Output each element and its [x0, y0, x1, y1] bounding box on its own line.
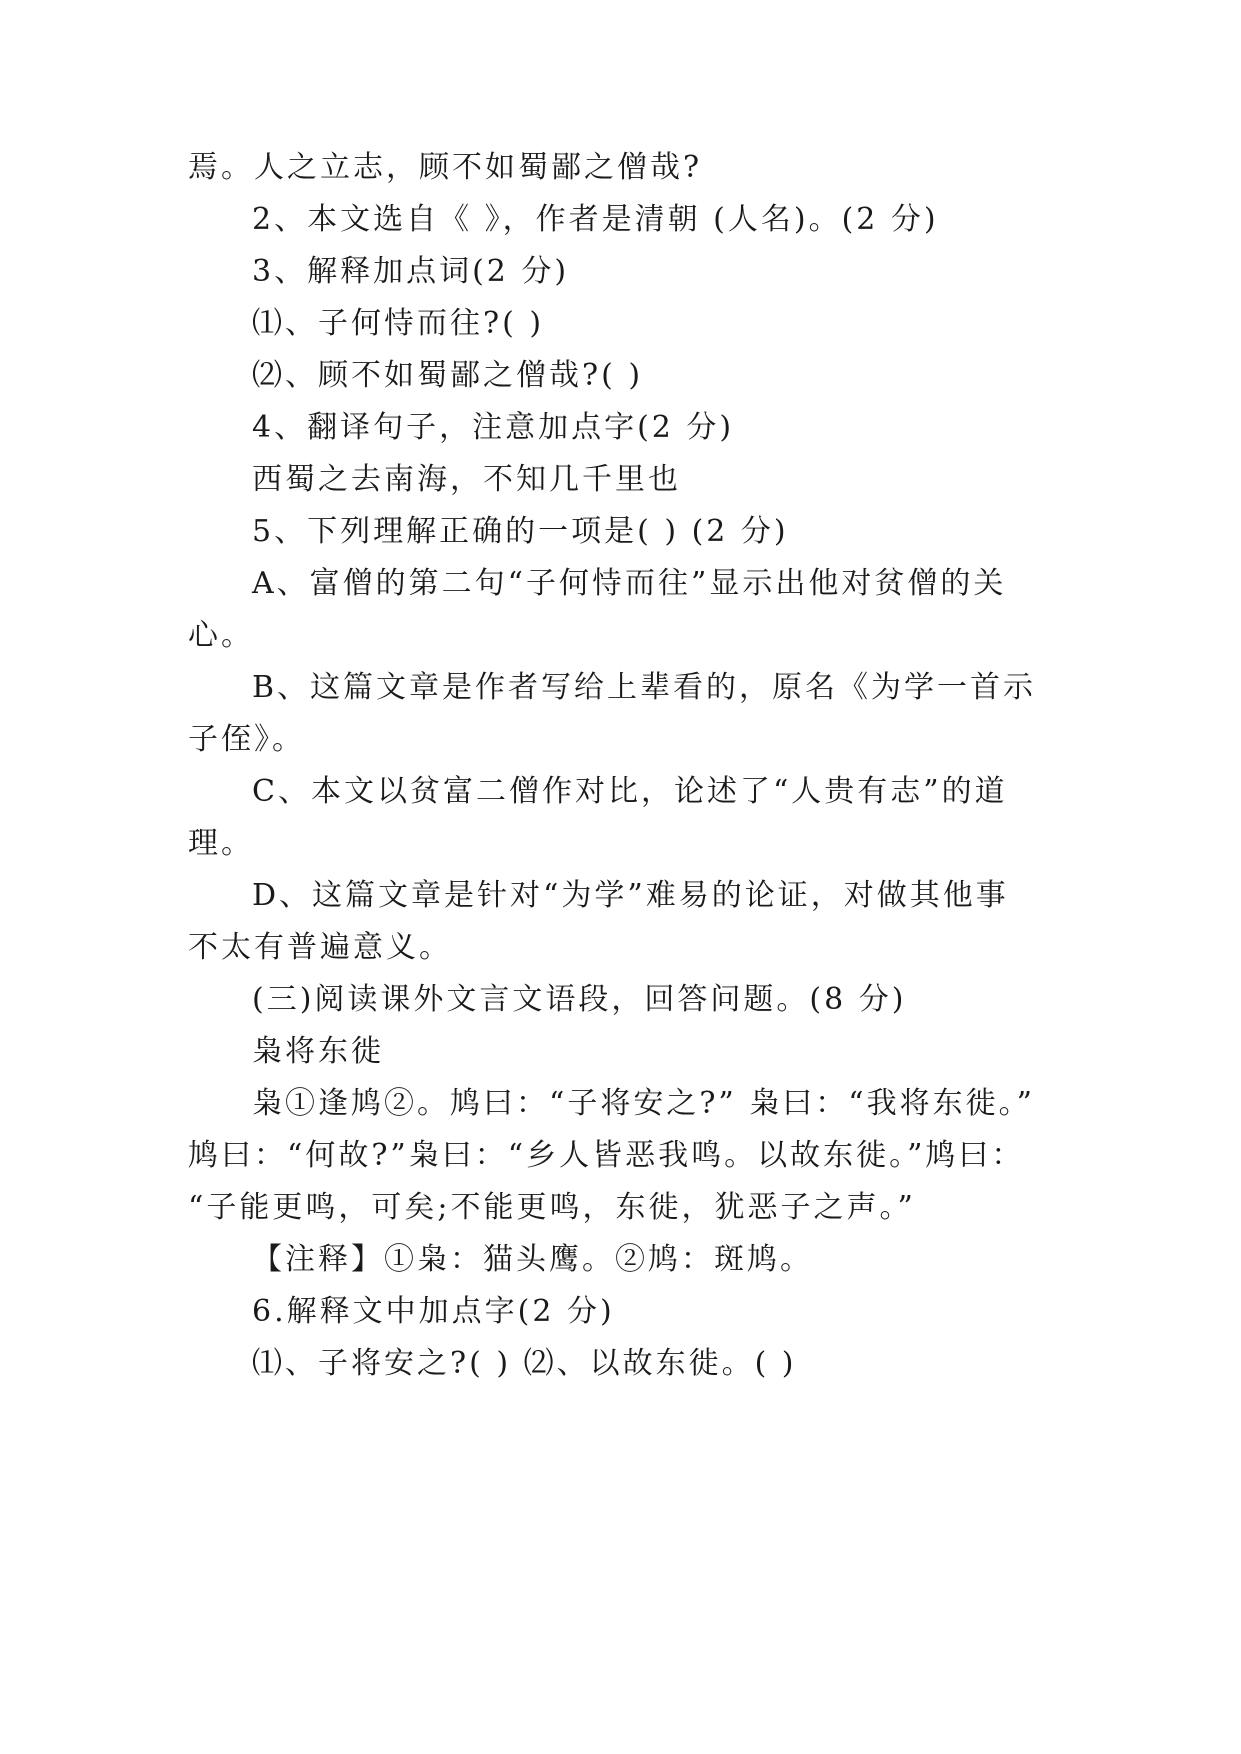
option-c: C、本文以贫富二僧作对比，论述了“人贵有志”的道: [252, 774, 1008, 809]
question-6-items: ⑴、子将安之?( ) ⑵、以故东徙。( ): [252, 1346, 797, 1381]
question-6: 6.解释文中加点字(2 分): [252, 1294, 615, 1329]
question-2: 2、本文选自《 》，作者是清朝 (人名)。(2 分): [252, 202, 939, 237]
question-4-sentence: 西蜀之去南海，不知几千里也: [252, 462, 681, 497]
passage-line: 枭①逢鸠②。鸠曰：“子将安之?” 枭曰：“我将东徙。”: [252, 1086, 1035, 1121]
passage-title: 枭将东徙: [252, 1034, 384, 1069]
option-b: B、这篇文章是作者写给上辈看的，原名《为学一首示: [252, 670, 1037, 705]
question-3-item-1: ⑴、子何恃而往?( ): [252, 306, 545, 341]
option-b-cont: 子侄》。: [188, 722, 305, 757]
text-line: 焉。人之立志，顾不如蜀鄙之僧哉?: [188, 150, 703, 185]
option-d-cont: 不太有普遍意义。: [188, 930, 452, 965]
annotation-note: 【注释】①枭：猫头鹰。②鸠：斑鸠。: [252, 1242, 813, 1277]
option-a: A、富僧的第二句“子何恃而往”显示出他对贫僧的关: [252, 566, 1007, 601]
question-4: 4、翻译句子，注意加点字(2 分): [252, 410, 735, 445]
question-5: 5、下列理解正确的一项是( ) (2 分): [252, 514, 789, 549]
section-3-heading: (三)阅读课外文言文语段，回答问题。(8 分): [252, 982, 907, 1017]
option-a-cont: 心。: [188, 618, 254, 653]
option-d: D、这篇文章是针对“为学”难易的论证，对做其他事: [252, 878, 1009, 913]
question-3: 3、解释加点词(2 分): [252, 254, 570, 289]
passage-line: “子能更鸣，可矣;不能更鸣，东徙，犹恶子之声。”: [188, 1190, 916, 1225]
question-3-item-2: ⑵、顾不如蜀鄙之僧哉?( ): [252, 358, 644, 393]
option-c-cont: 理。: [188, 826, 254, 861]
passage-line: 鸠曰：“何故?”枭曰：“乡人皆恶我鸣。以故东徙。”鸠曰：: [188, 1138, 1025, 1173]
